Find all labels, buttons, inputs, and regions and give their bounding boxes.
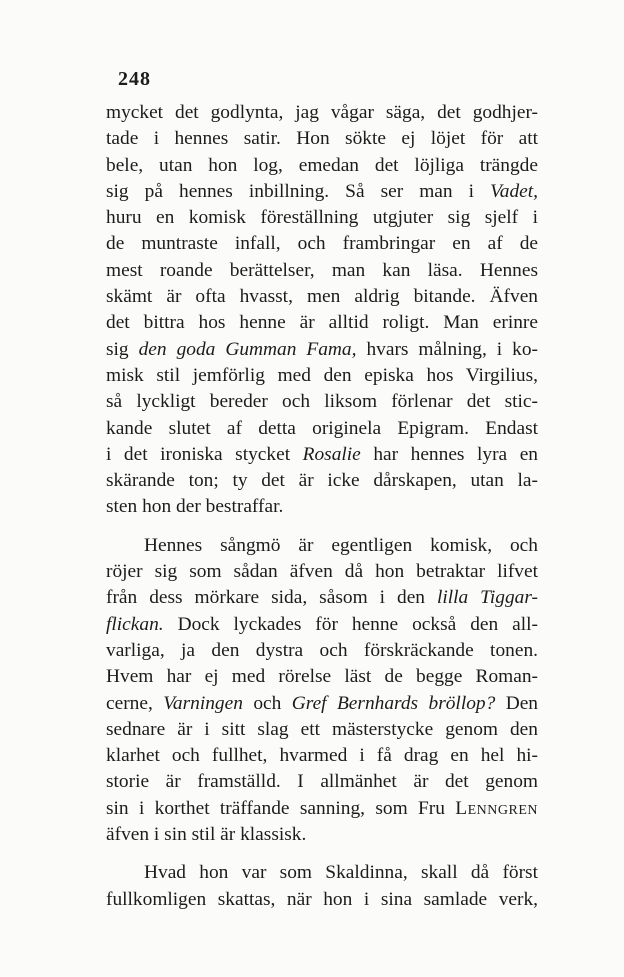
text-line: sednare är i sitt slag ett mästerstycke genom den <box>106 718 538 740</box>
text-line: mycket det godlynta, jag vågar säga, det godhjer- <box>106 102 538 123</box>
text-line: skärande ton; ty det är icke dårskapen, utan la- <box>106 470 538 492</box>
text-line <box>106 179 538 205</box>
text-run: och <box>242 692 292 714</box>
text-line: bele, utan hon log, emedan det löjliga trängde <box>106 154 538 176</box>
paragraph-3 <box>106 860 538 913</box>
text-run: sig <box>106 338 139 360</box>
text-line <box>106 612 538 638</box>
text-line: kande slutet af detta originela Epigram. Endast <box>106 417 538 439</box>
text-line <box>106 796 538 822</box>
text-line: varliga, ja den dystra och förskräckande tonen. <box>106 639 538 661</box>
italic-title-gumman-fama: den goda Gumman Fama, <box>138 338 357 360</box>
page-number: 248 <box>118 68 151 90</box>
author-name-lenngren: Lenngren <box>455 797 538 819</box>
text-run: hvars målning, i ko- <box>356 338 538 360</box>
text-line: Hennes sångmö är egentligen komisk, och <box>144 534 538 556</box>
text-run: har hennes lyra en <box>360 443 538 465</box>
text-run: från dess mörkare sida, såsom i den <box>106 587 437 609</box>
text-line <box>106 337 538 363</box>
text-line: sten hon der bestraffar. <box>106 496 284 518</box>
text-run: sig på hennes inbillning. Så ser man i <box>106 180 491 202</box>
text-line: storie är framställd. I allmänhet är det genom <box>106 771 538 793</box>
italic-title-tiggarflickan-end: flickan. <box>106 613 164 635</box>
text-line: Hvad hon var som Skaldinna, skall då först <box>144 862 538 884</box>
text-line: röjer sig som sådan äfven då hon betraktar lifvet <box>106 561 538 583</box>
text-line: mest roande berättelser, man kan läsa. Hennes <box>106 259 538 281</box>
text-run: Dock lyckades för henne också den all- <box>163 613 538 635</box>
italic-title-varningen: Varningen <box>163 692 243 714</box>
text-line: äfven i sin stil är klassisk. <box>106 824 307 846</box>
text-line: så lyckligt bereder och liksom förlenar det stic- <box>106 391 538 413</box>
text-line: det bittra hos henne är alltid roligt. Man erinre <box>106 312 538 334</box>
italic-title-tiggarflickan: lilla Tiggar- <box>436 587 538 609</box>
italic-title-rosalie: Rosalie <box>302 443 361 465</box>
text-run: sin i korthet träffande sanning, som Fru <box>106 797 456 819</box>
text-line: de muntraste infall, och frambringar en af de <box>106 233 538 255</box>
text-line <box>106 442 538 468</box>
text-run: cerne, <box>106 692 164 714</box>
text-line: tade i hennes satir. Hon sökte ej löjet för att <box>106 128 538 150</box>
text-run: i det ironiska stycket <box>106 443 303 465</box>
text-line <box>106 585 538 611</box>
text-line: huru en komisk föreställning utgjuter sig sjelf i <box>106 207 538 229</box>
book-page <box>106 66 538 913</box>
text-line <box>106 691 538 717</box>
italic-title-vadet: Vadet, <box>490 180 538 202</box>
text-run: Den <box>495 692 538 714</box>
text-line: skämt är ofta hvasst, men aldrig bitande. Äfven <box>106 286 538 308</box>
text-line: Hvem har ej med rörelse läst de begge Roman- <box>106 666 538 688</box>
text-line: fullkomligen skattas, när hon i sina samlade verk, <box>106 888 538 910</box>
paragraph-2 <box>106 533 538 849</box>
text-line: klarhet och fullhet, hvarmed i få drag en hel hi- <box>106 745 538 767</box>
italic-title-gref-bernhards-brollop: Gref Bernhards bröllop? <box>291 692 496 714</box>
paragraph-1 <box>106 100 538 521</box>
text-line: misk stil jemförlig med den episka hos Virgilius, <box>106 364 538 386</box>
